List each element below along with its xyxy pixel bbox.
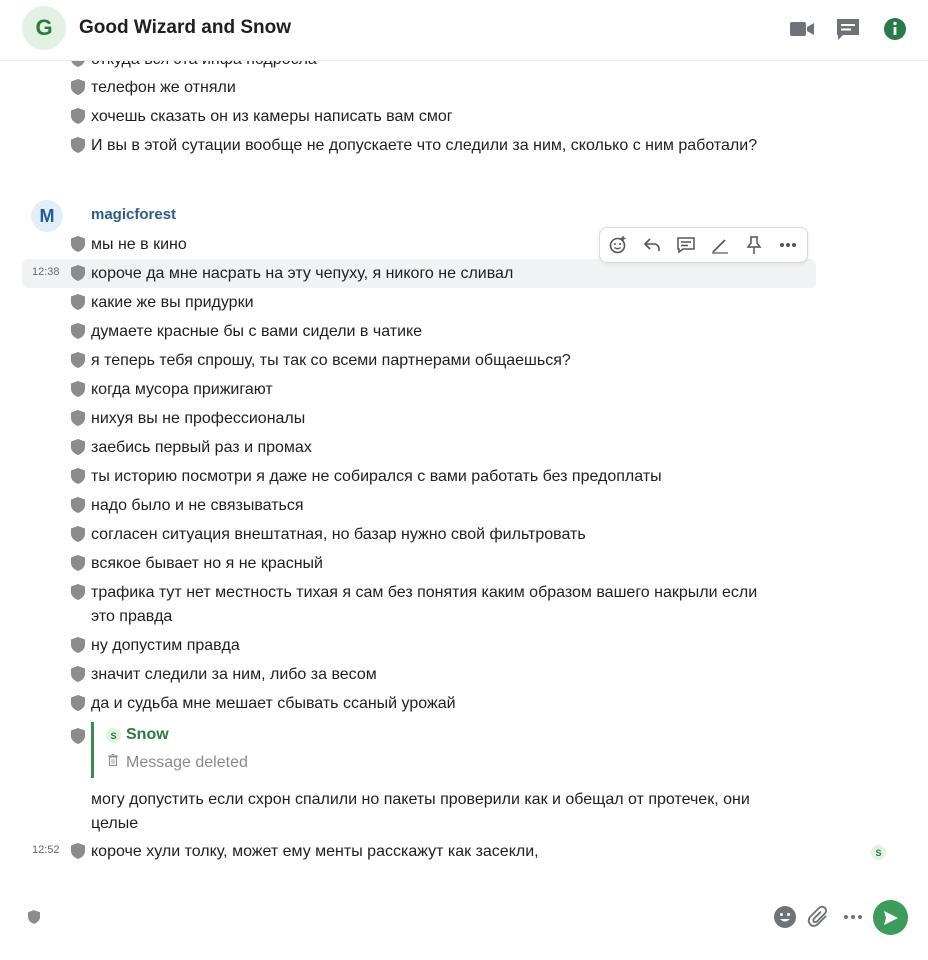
shield-icon bbox=[71, 323, 85, 339]
reply-sender-name[interactable]: Snow bbox=[126, 726, 169, 743]
shield-icon bbox=[71, 497, 85, 513]
thread-icon[interactable] bbox=[676, 235, 696, 255]
shield-icon bbox=[71, 352, 85, 368]
read-receipt-avatar[interactable]: S bbox=[871, 845, 886, 860]
message-action-bar bbox=[599, 227, 808, 263]
message-text: когда мусора прижигают bbox=[91, 381, 273, 398]
shield-icon bbox=[71, 236, 85, 252]
avatar: S bbox=[106, 728, 121, 743]
shield-icon bbox=[71, 108, 85, 124]
react-icon[interactable] bbox=[608, 235, 628, 255]
shield-icon bbox=[71, 526, 85, 542]
message-text: я теперь тебя спрошу, ты так со всеми партнерами общаешься? bbox=[91, 352, 571, 369]
message-text: короче хули толку, может ему менты расскажут как засекли, bbox=[91, 843, 539, 860]
avatar[interactable]: M bbox=[31, 200, 63, 232]
message-composer bbox=[0, 880, 928, 960]
timestamp: 12:38 bbox=[32, 266, 60, 278]
shield-icon bbox=[71, 79, 85, 95]
message-text: ну допустим правда bbox=[91, 637, 240, 654]
more-options-icon[interactable] bbox=[778, 235, 798, 255]
emoji-icon[interactable] bbox=[773, 905, 797, 929]
message-text: какие же вы придурки bbox=[91, 294, 254, 311]
message-text: заебись первый раз и промах bbox=[91, 439, 312, 456]
timestamp: 12:52 bbox=[32, 844, 60, 856]
shield-icon bbox=[71, 294, 85, 310]
sender-name[interactable]: magicforest bbox=[91, 206, 177, 223]
room-header bbox=[0, 0, 928, 61]
room-info-icon[interactable] bbox=[882, 16, 908, 42]
message-text: да и судьба мне мешает сбывать ссаный урожай bbox=[91, 695, 456, 712]
shield-icon bbox=[71, 265, 85, 281]
room-title[interactable]: Good Wizard and Snow bbox=[79, 17, 291, 38]
more-options-icon[interactable] bbox=[841, 905, 865, 929]
message-text: хочешь сказать он из камеры написать вам смог bbox=[91, 108, 453, 125]
shield-icon bbox=[71, 843, 85, 859]
message-text: всякое бывает но я не красный bbox=[91, 555, 323, 572]
attachment-icon[interactable] bbox=[807, 905, 831, 929]
send-icon bbox=[882, 909, 900, 927]
reply-icon[interactable] bbox=[642, 235, 662, 255]
shield-icon bbox=[71, 695, 85, 711]
pin-icon[interactable] bbox=[744, 235, 764, 255]
room-avatar[interactable]: G bbox=[22, 6, 66, 50]
shield-icon bbox=[71, 439, 85, 455]
message-text: трафика тут нет местность тихая я сам без понятия каким образом вашего накрыли если это правда bbox=[91, 584, 758, 625]
message-text: телефон же отняли bbox=[91, 79, 236, 96]
message-input[interactable] bbox=[52, 902, 752, 932]
shield-icon bbox=[28, 910, 40, 924]
shield-icon bbox=[71, 381, 85, 397]
message-text: ты историю посмотри я даже не собирался с вами работать без предоплаты bbox=[91, 468, 662, 485]
shield-icon bbox=[71, 555, 85, 571]
message-text: надо было и не связываться bbox=[91, 497, 304, 514]
shield-icon bbox=[71, 728, 85, 744]
reply-quote[interactable] bbox=[91, 722, 494, 778]
threads-icon[interactable] bbox=[835, 16, 861, 42]
message-text: могу допустить если схрон спалили но пакеты проверили как и обещал от протечек, они целые bbox=[91, 791, 750, 832]
shield-icon bbox=[71, 468, 85, 484]
deleted-message-text: Message deleted bbox=[126, 754, 248, 771]
shield-icon bbox=[71, 137, 85, 153]
edit-icon[interactable] bbox=[710, 235, 730, 255]
message-text: мы не в кино bbox=[91, 236, 187, 253]
message-text: думаете красные бы с вами сидели в чатике bbox=[91, 323, 423, 340]
shield-icon bbox=[71, 584, 85, 600]
message-text: короче да мне насрать на эту чепуху, я никого не сливал bbox=[91, 265, 514, 282]
send-button[interactable] bbox=[873, 900, 908, 935]
message-text: согласен ситуация внештатная, но базар нужно свой фильтровать bbox=[91, 526, 586, 543]
message-text: значит следили за ним, либо за весом bbox=[91, 666, 377, 683]
trash-icon bbox=[108, 754, 118, 766]
video-call-icon[interactable] bbox=[789, 16, 815, 42]
message-text: нихуя вы не профессионалы bbox=[91, 410, 306, 427]
shield-icon bbox=[71, 666, 85, 682]
shield-icon bbox=[71, 410, 85, 426]
shield-icon bbox=[71, 637, 85, 653]
message-text: И вы в этой сутации вообще не допускаете что следили за ним, сколько с ним работали? bbox=[91, 137, 758, 154]
